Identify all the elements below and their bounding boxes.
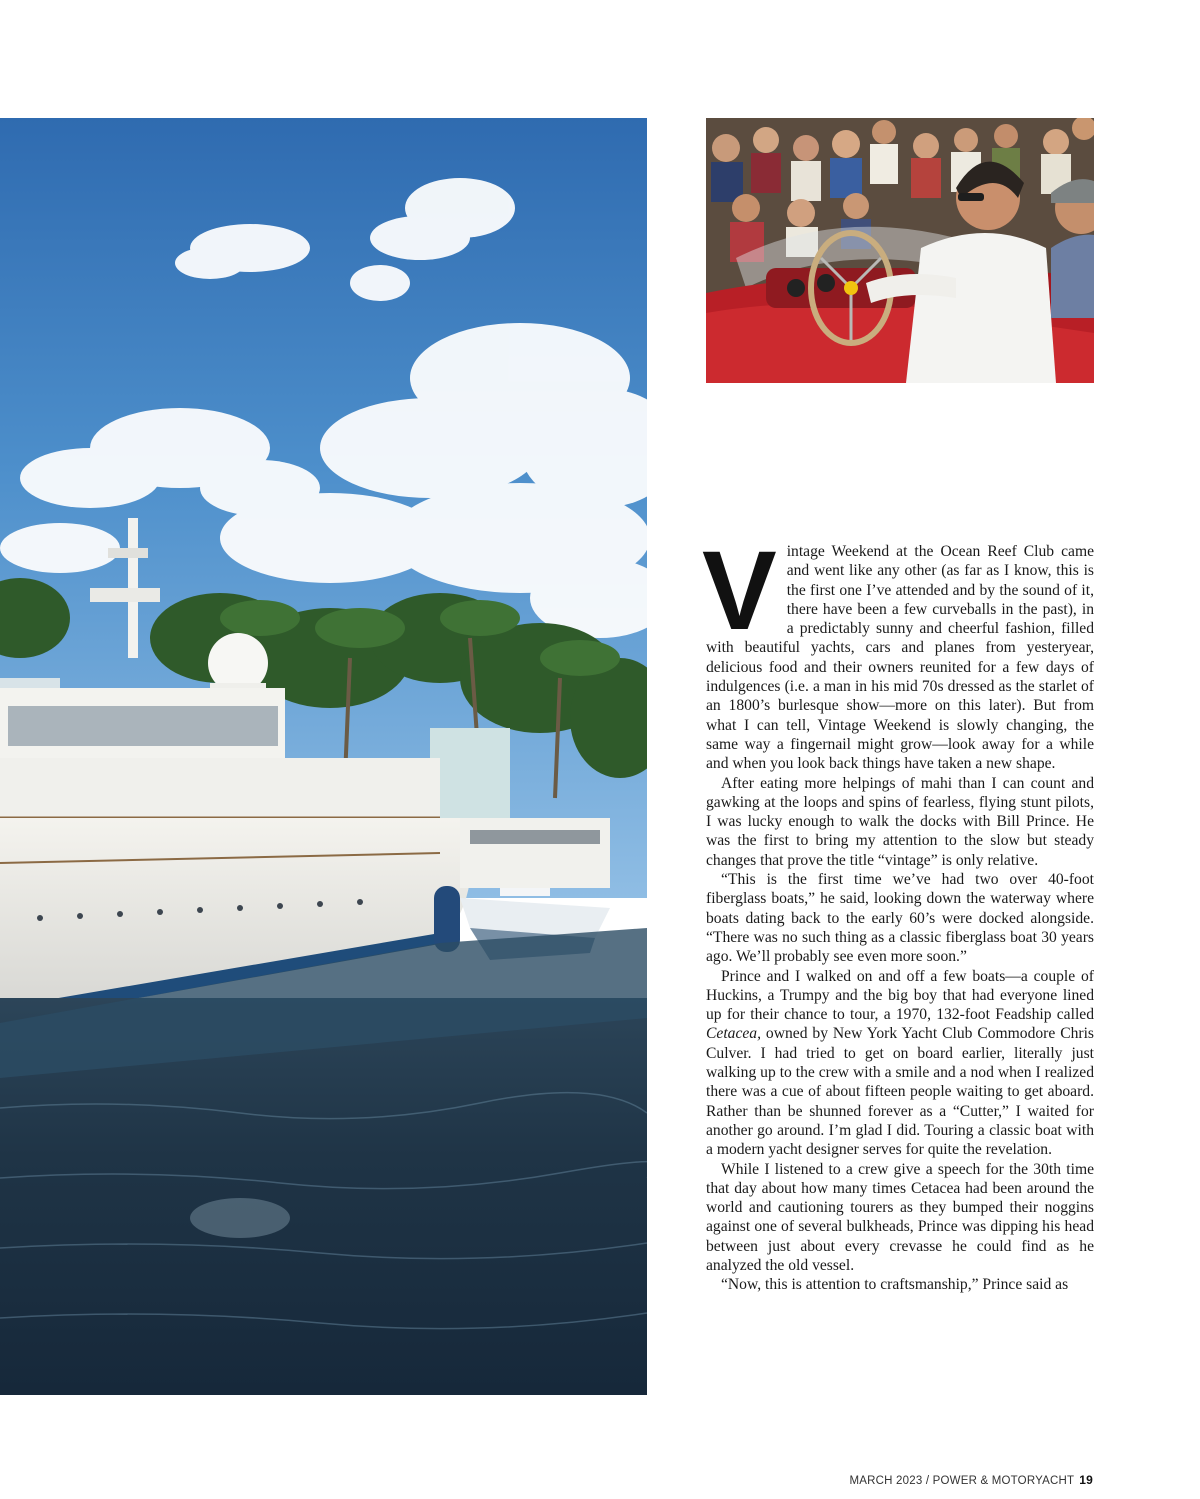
article-body: [702, 528, 1094, 1295]
article-paragraph: “This is the first time we’ve had two over 40-foot fiberglass boats,” he said, looking down the waterway where boats dating back to the early 60’s were docked alongside. “There was no such thing as a classic fiberglass boat 30 years ago. We’ll probably see even more soon.”: [706, 871, 1094, 966]
article-paragraph: While I listened to a crew give a speech for the 30th time that day about how many times Cetacea had been around the world and cautioning tourers as they bumped their noggins against one of several bulkheads, Prince was dipping his head between just about every crevasse he could find as he analyzed the old vessel.: [706, 1160, 1094, 1274]
issue-label: MARCH 2023 / POWER & MOTORYACHT: [849, 1475, 1075, 1487]
yacht-photo: [0, 118, 647, 1395]
vintage-car-photo: [706, 118, 1094, 383]
article-paragraph: [706, 967, 1094, 1160]
article-paragraph: After eating more helpings of mahi than I can count and gawking at the loops and spins of fearless, flying stunt pilots, I was lucky enough to walk the docks with Bill Prince. He was the first to bring my attention to the slow but steady changes that prove the title “vintage” is only relative.: [706, 774, 1094, 869]
paragraph-text: intage Weekend at the Ocean Reef Club came and went like any other (as far as I know, this is the first one I’ve attended and by the sound of it, there have been a few curveballs in the past), in a predictably sunny and cheerful fashion, filled with beautiful yachts, cars and planes from yesteryear, delicious food and their owners reunited for a few days of indulgences (i.e. a man in his mid 70s dressed as the starlet of an 1800’s burlesque show—more on this later). But from what I can tell, Vintage Weekend is slowly changing, the same way a fingernail might grow—look away for a while and when you look back things have taken a new shape.: [706, 543, 1094, 773]
article-paragraph: “Now, this is attention to craftsmanship,” Prince said as: [721, 1276, 1069, 1294]
article-paragraph: [702, 528, 1094, 774]
page-number: 19: [1079, 1473, 1093, 1487]
paragraph-text: Prince and I walked on and off a few boats—a couple of Huckins, a Trumpy and the big boy that had everyone lined up for their chance to tour, a 1970, 132-foot Feadship called: [706, 967, 1094, 1024]
paragraph-text: owned by New York Yacht Club Commodore Chris Culver. I had tried to get on board earlier, literally just walking up to the crew with a smile and a nod when I realized there was a cue of about fifteen people waiting to get aboard. Rather than be shunned forever as a “Cutter,” I waited for another go around. I’m glad I did. Touring a classic boat with a modern yacht designer serves for quite the revelation.: [706, 1025, 1094, 1159]
drop-cap: V: [702, 528, 777, 653]
page-footer: [850, 1473, 1094, 1487]
boat-name: Cetacea,: [706, 1025, 761, 1043]
